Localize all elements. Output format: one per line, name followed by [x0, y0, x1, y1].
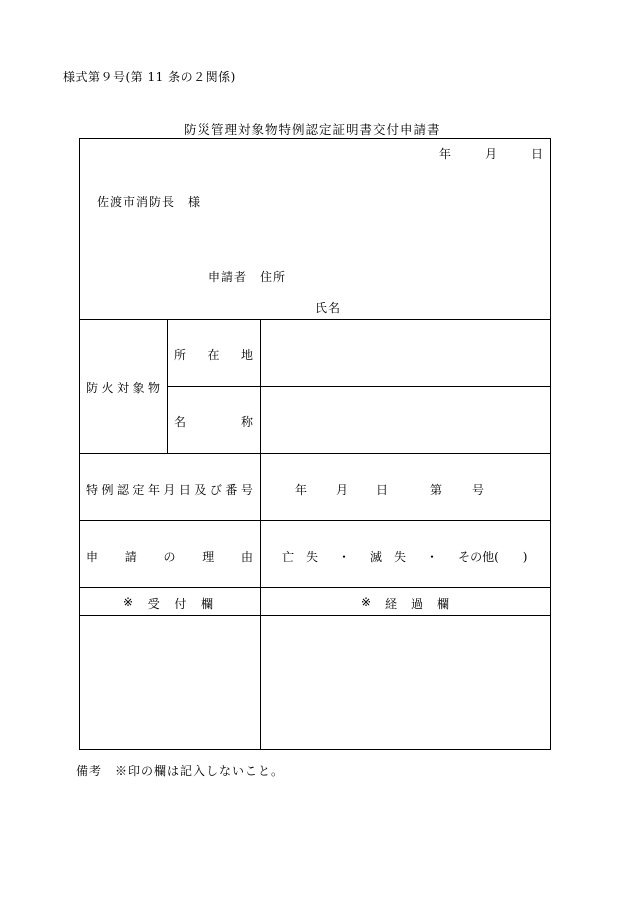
reason-option-destruction[interactable]: 滅 失: [370, 550, 407, 564]
label-char: 年: [147, 483, 160, 497]
label-char: 火: [101, 381, 114, 395]
label-char: 理: [202, 550, 215, 564]
label-char: 称: [240, 415, 253, 429]
rule-certification-bottom: [79, 520, 551, 521]
label-char: 号: [240, 483, 253, 497]
application-date: [439, 145, 543, 162]
reason-label: [86, 548, 253, 565]
rule-target-divider: [167, 319, 168, 453]
label-char: 名: [174, 415, 187, 429]
label-char: び: [209, 483, 222, 497]
form-number: 様式第９号(第 11 条の２関係): [63, 70, 236, 84]
applicant-name-label: 氏名: [315, 301, 342, 315]
certification-month-label: 月: [336, 483, 349, 497]
certification-number-prefix: 第: [430, 483, 443, 497]
name-field[interactable]: [261, 387, 550, 453]
date-day-label: 日: [530, 147, 543, 161]
reason-option-separator: ・: [426, 550, 439, 564]
label-char: の: [163, 550, 176, 564]
label-char: 防: [86, 381, 99, 395]
label-char: 対: [116, 381, 129, 395]
label-char: 付: [174, 597, 187, 611]
certification-number-suffix: 号: [472, 483, 485, 497]
reason-option-other[interactable]: その他( ): [458, 550, 528, 564]
label-char: 認: [116, 483, 129, 497]
remarks-note: 備考 ※印の欄は記入しないこと。: [76, 764, 285, 778]
applicant-address-label: 申請者 住所: [208, 270, 287, 284]
label-char: 定: [132, 483, 145, 497]
label-char: 申: [86, 550, 99, 564]
document-title: 防災管理対象物特例認定証明書交付申請書: [184, 122, 441, 137]
progress-column-area: [261, 616, 550, 749]
label-char: 経: [385, 597, 398, 611]
label-char: 特: [86, 483, 99, 497]
target-object-label: [86, 379, 160, 396]
label-char: 例: [101, 483, 114, 497]
label-char: 受: [147, 597, 160, 611]
label-char: 在: [207, 348, 220, 362]
date-month-label: 月: [484, 147, 497, 161]
label-char: 所: [174, 348, 187, 362]
certification-date-number-label: [86, 481, 253, 498]
label-char: 欄: [436, 597, 449, 611]
location-field[interactable]: [261, 320, 550, 386]
label-char: 及: [194, 483, 207, 497]
label-char: 日: [178, 483, 191, 497]
date-year-label: 年: [438, 147, 451, 161]
label-char: ※: [361, 595, 372, 609]
label-char: 物: [147, 381, 160, 395]
addressee: 佐渡市消防長 様: [97, 195, 202, 209]
received-column-area: [80, 616, 260, 749]
progress-column-header: [361, 595, 449, 612]
certification-day-label: 日: [376, 483, 389, 497]
name-label: [174, 413, 253, 430]
reason-option-separator: ・: [338, 550, 351, 564]
received-column-header: [123, 595, 213, 612]
certification-year-label: 年: [295, 483, 308, 497]
label-char: 番: [225, 483, 238, 497]
label-char: 象: [132, 381, 145, 395]
label-char: 地: [240, 348, 253, 362]
label-char: ※: [123, 595, 134, 609]
location-label: [174, 346, 253, 363]
reason-options: [282, 548, 527, 565]
label-char: 由: [240, 550, 253, 564]
rule-reason-bottom: [79, 587, 551, 588]
reason-option-loss[interactable]: 亡 失: [282, 550, 319, 564]
label-char: 過: [410, 597, 423, 611]
label-char: 欄: [200, 597, 213, 611]
label-char: 請: [124, 550, 137, 564]
rule-target-bottom: [79, 453, 551, 454]
label-char: 月: [163, 483, 176, 497]
